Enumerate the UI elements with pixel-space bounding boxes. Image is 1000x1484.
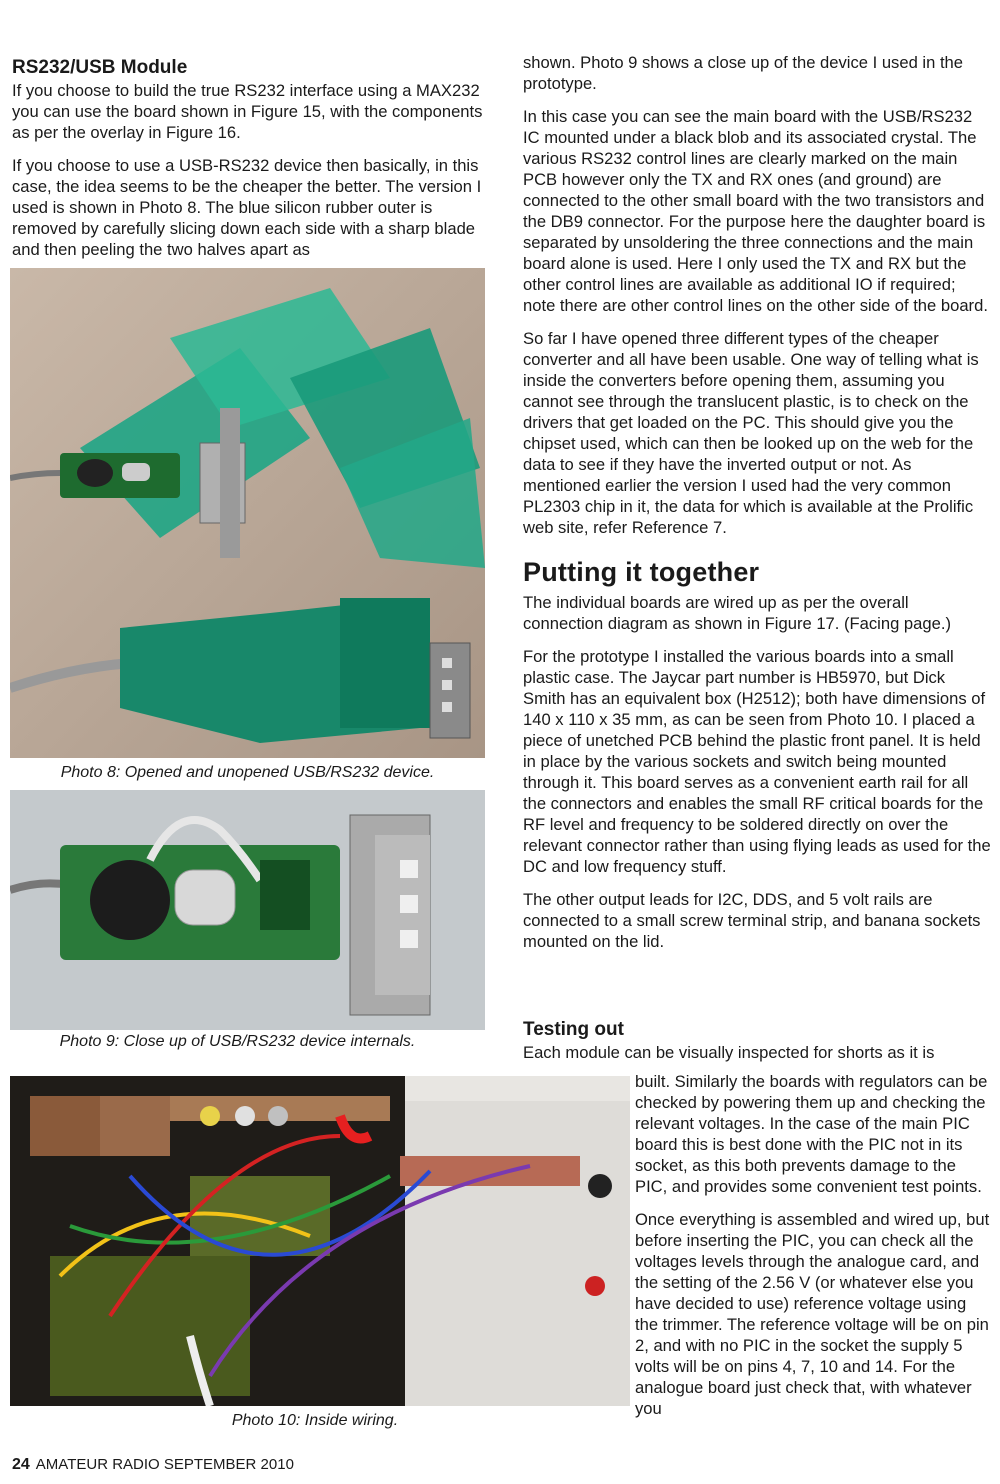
photo-10-image	[10, 1076, 630, 1406]
section-heading-testing-out: Testing out	[523, 1019, 624, 1040]
paragraph: In this case you can see the main board with the USB/RS232 IC mounted under a black blob and its associated crystal. The various RS232 control lines are clearly marked on the main PCB however only the TX and RX ones (and ground) are connected to the other small board with the two transistors and the DB9 connector. For the purpose here the daughter board is separated by unsoldering the three connections and the main board alone is used. Here I only used the TX and RX but the other control lines are available as additional IO if required; note there are other control lines on the other side of the board.	[523, 107, 988, 315]
paragraph: Once everything is assembled and wired up, but before inserting the PIC, you can check all the voltages levels through the analogue card, and the setting of the 2.56 V (or whatever else you have decided to use) reference voltage using the trimmer. The reference voltage will be on pin 2, and with no PIC in the socket the supply 5 volts will be on pins 4, 7, 10 and 14. For the analogue board just check that, with whatever you	[635, 1210, 990, 1418]
right-column	[523, 52, 991, 964]
page-number: 24	[12, 1456, 30, 1473]
page-footer	[12, 1456, 294, 1474]
paragraph: shown. Photo 9 shows a close up of the device I used in the prototype.	[523, 53, 964, 93]
paragraph: The individual boards are wired up as per the overall connection diagram as shown in Figure 17. (Facing page.)	[523, 593, 951, 633]
section-heading-putting-together: Putting it together	[523, 557, 760, 587]
paragraph: If you choose to use a USB-RS232 device then basically, in this case, the idea seems to be the cheaper the better. The version I used is shown in Photo 8. The blue silicon rubber outer is removed by carefully slicing down each side with a sharp blade and then peeling the two halves apart as	[12, 156, 482, 259]
caption-photo-10: Photo 10: Inside wiring.	[231, 1412, 399, 1429]
paragraph: built. Similarly the boards with regulators can be checked by powering them up and checking the relevant voltages. In the case of the main PIC board this is best done with the PIC not in its socket, as this both prevents damage to the PIC, and provides some convenient test points.	[635, 1072, 988, 1196]
paragraph: The other output leads for I2C, DDS, and 5 volt rails are connected to a small screw terminal strip, and banana sockets mounted on the lid.	[523, 890, 981, 951]
section-heading-rs232: RS232/USB Module	[12, 57, 188, 78]
photo-10	[10, 1076, 630, 1406]
photo-8-image	[10, 268, 485, 758]
testing-wrap-text	[635, 1071, 991, 1431]
testing-out-section	[523, 1018, 963, 1063]
paragraph: For the prototype I installed the various boards into a small plastic case. The Jaycar part number is HB5970, but Dick Smith has an equivalent box (H2512); both have dimensions of 140 x 110 x 35 mm, as can be seen from Photo 10. I placed a piece of unetched PCB behind the plastic front panel. It is held in place by the various sockets and switch being mounted through it. This board serves as a convenient earth rail for all the connectors and enables the small RF critical boards for the RF level and frequency to be soldered directly on over the relevant connector rather than using flying leads as used for the DC and low frequency stuff.	[523, 647, 991, 876]
paragraph-first-line: Each module can be visually inspected for shorts as it is	[523, 1043, 935, 1062]
paragraph: If you choose to build the true RS232 interface using a MAX232 you can use the board shown in Figure 15, with the components as per the overlay in Figure 16.	[12, 81, 483, 142]
paragraph: So far I have opened three different types of the cheaper converter and all have been usable. One way of telling what is inside the converters before opening them, assuming you cannot see through the translucent plastic, is to check on the drivers that get loaded on the PC. This should give you the chipset used, which can then be looked up on the web for the data to see if they have the inverted output or not. As mentioned earlier the version I used had the very common PL2303 chip in it, the data for which is available at the Prolific web site, refer Reference 7.	[523, 329, 979, 537]
photo-8	[10, 268, 485, 758]
caption-photo-9: Photo 9: Close up of USB/RS232 device internals.	[59, 1033, 416, 1050]
left-column	[12, 56, 484, 272]
magazine-issue: AMATEUR RADIO SEPTEMBER 2010	[35, 1456, 294, 1473]
photo-9	[10, 790, 485, 1030]
photo-9-image	[10, 790, 485, 1030]
caption-photo-8: Photo 8: Opened and unopened USB/RS232 device.	[60, 764, 435, 781]
